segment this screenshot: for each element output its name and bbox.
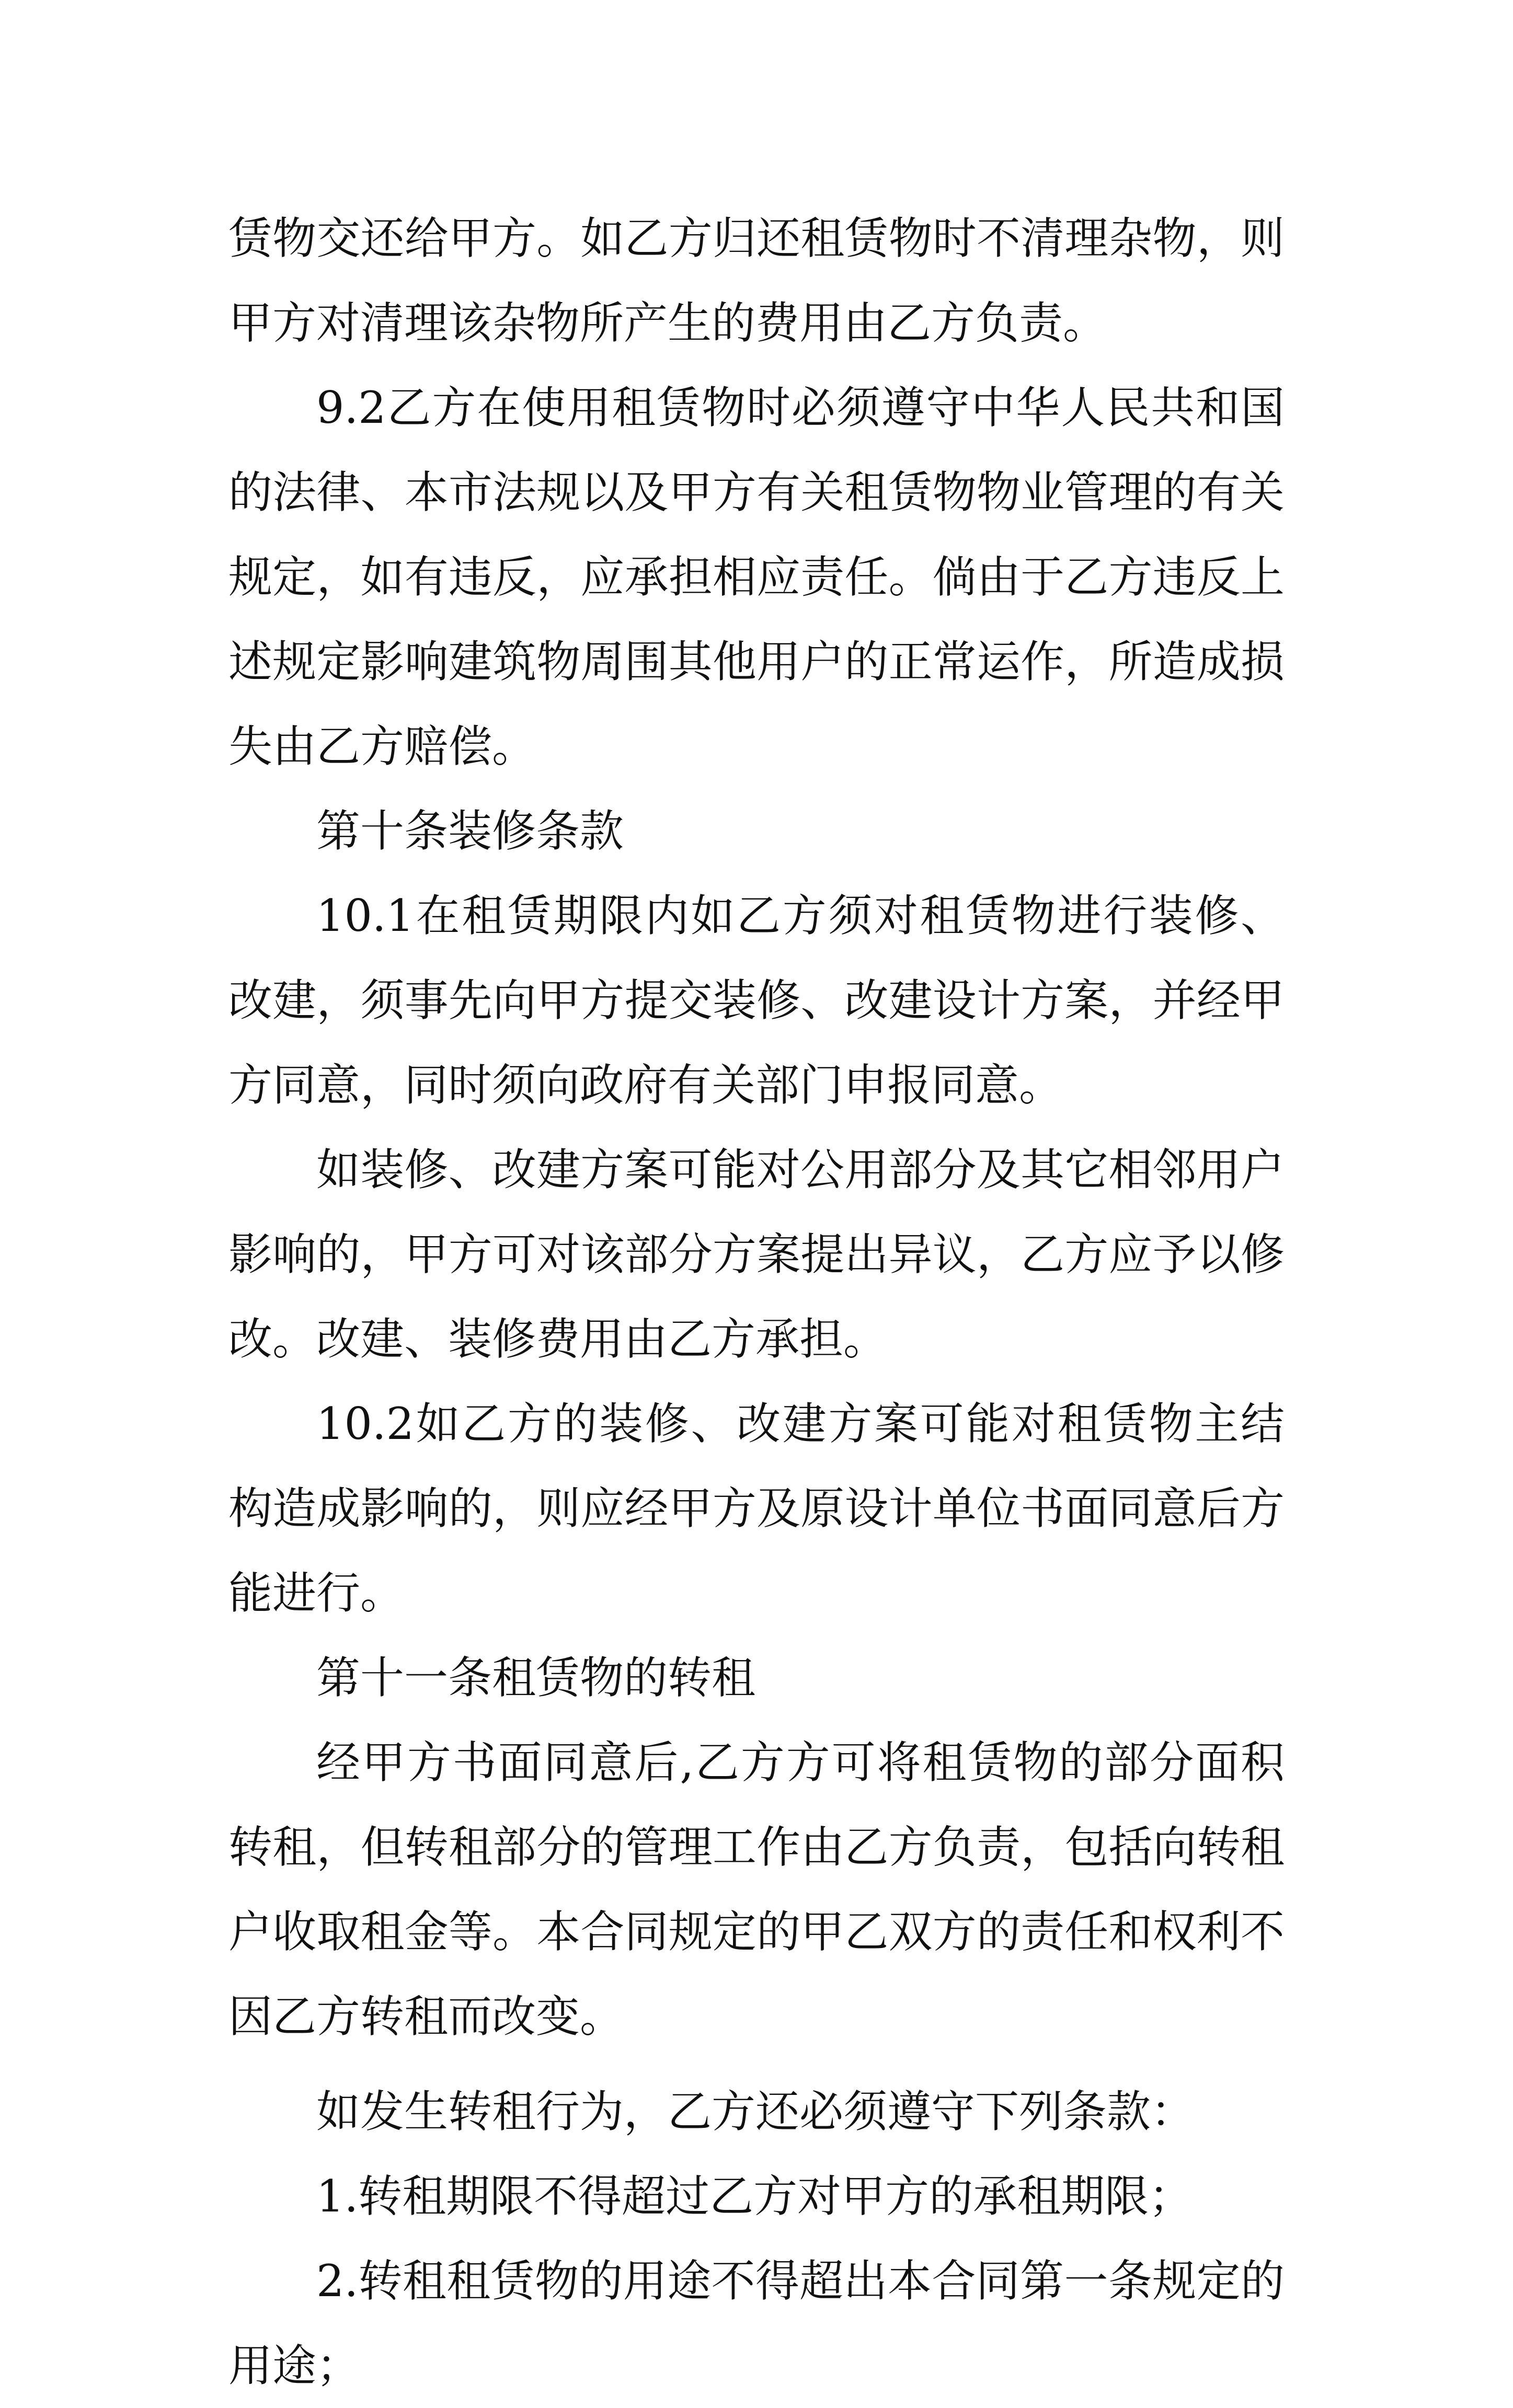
list-item-sublease-term-2: 2.转租租赁物的用途不得超出本合同第一条规定的用途； (228, 2255, 1285, 2391)
heading-article-10: 第十条装修条款 (316, 805, 624, 857)
heading-article-11: 第十一条租赁物的转租 (316, 1652, 756, 1703)
paragraph-renovation-objection: 如装修、改建方案可能对公用部分及其它相邻用户影响的，甲方可对该部分方案提出异议，乙方应予以修改。改建、装修费用由乙方承担。 (228, 1144, 1285, 1365)
paragraph-clause-10-2: 10.2如乙方的装修、改建方案可能对租赁物主结构造成影响的，则应经甲方及原设计单位书面同意后方能进行。 (228, 1398, 1285, 1619)
paragraph-clause-9-2: 9.2乙方在使用租赁物时必须遵守中华人民共和国的法律、本市法规以及甲方有关租赁物物业管理的有关规定，如有违反，应承担相应责任。倘由于乙方违反上述规定影响建筑物周围其他用户的正常运作，所造成损失由乙方赔偿。 (228, 382, 1285, 772)
paragraph-sublease-terms-intro: 如发生转租行为，乙方还必须遵守下列条款： (316, 2086, 1195, 2137)
list-item-sublease-term-1: 1.转租期限不得超过乙方对甲方的承租期限； (316, 2171, 1193, 2222)
paragraph-return-of-premises: 赁物交还给甲方。如乙方归还租赁物时不清理杂物，则甲方对清理该杂物所产生的费用由乙方负责。 (228, 213, 1285, 349)
document-body (228, 196, 1285, 2408)
paragraph-sublease-consent: 经甲方书面同意后,乙方方可将租赁物的部分面积转租，但转租部分的管理工作由乙方负责，包括向转租户收取租金等。本合同规定的甲乙双方的责任和权利不因乙方转租而改变。 (228, 1737, 1285, 2042)
paragraph-clause-10-1: 10.1在租赁期限内如乙方须对租赁物进行装修、改建，须事先向甲方提交装修、改建设计方案，并经甲方同意，同时须向政府有关部门申报同意。 (228, 890, 1285, 1111)
